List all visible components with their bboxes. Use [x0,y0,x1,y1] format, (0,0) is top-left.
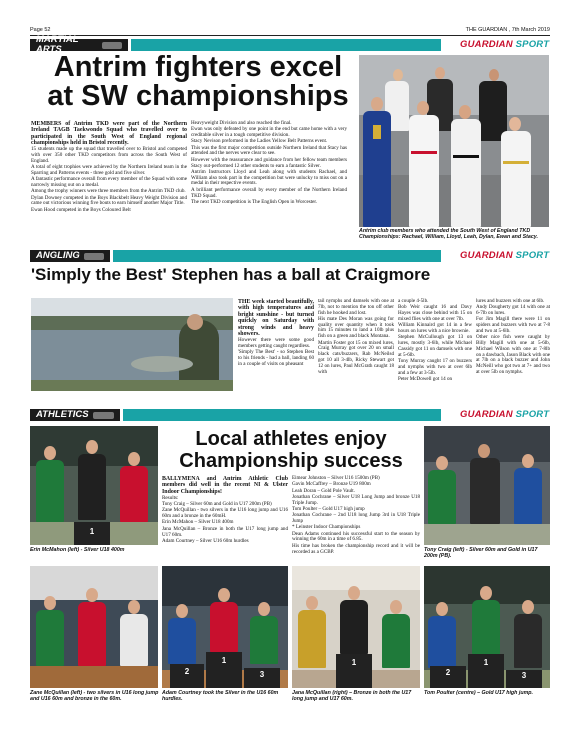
tkd-caption: Antrim club members who attended the South West of England TKD Championships: Rachael, William, Lloyd, Leah, Dylan, Ewan and Stacy. [359,228,539,240]
paragraph: Heavyweight Division and also reached the final. [191,120,292,126]
runner-icon [93,412,114,419]
section-bar [123,409,441,421]
paragraph: Stephen McCullough got 13 on lures, mostly 3-6lb, while Michael Cassidy got 11 on damsels with one at 5-6lb. [398,334,472,358]
angling-col-2 [318,299,394,376]
paragraph: Martin Foster got 15 on mixed lures, Craig Murray got over 20 on small black cats/buzzers, Rab McNeilsd got 10 all 3-4lb, Ricky Stewart got 12 on lures, Paul McGrath caught 18 with [318,339,394,375]
masthead-rule [30,35,550,36]
martial-headline [33,53,363,111]
headline-line-2: Championship success [179,450,403,472]
paragraph: Eimear Johnston – Silver U16 1500m (PB) [292,475,380,481]
podium-first: 1 [206,652,242,688]
angling-photo [31,298,233,391]
section-label: ANGLING [36,250,80,261]
paragraph: * Leinster Indoor Championships [292,524,361,531]
lead-paragraph: BALLYMENA and Antrim Athletic Club members did well in the recent NI & Ulster Indoor Championships! [162,476,288,495]
zane-caption: Zane McQuillan (left) - two silvers in U16 long jump and U16 60m and bronze in the 60m. [30,690,159,702]
paragraph: Peter McDowell got 14 on [398,375,453,382]
podium-second: 2 [170,664,204,688]
tom-caption: Tom Poulter (centre) – Gold U17 high jump. [424,690,533,696]
tony-photo [424,426,550,545]
paragraph: For Jim Magill there were 11 on spiders and buzzers with two at 7-8 and two at 5-6lb. [476,316,550,334]
paragraph: Dylan Downey competed in the Boys Blackbelt Heavy Weight Division and came out victorious winning five bouts to earn himself another Major Title. [31,194,187,207]
podium-first: 1 [468,654,504,688]
paragraph: Results: [162,494,179,501]
logo-sport: SPORT [515,250,550,261]
section-bar [131,39,441,51]
paragraph: Antrim Instructors Lloyd and Leah along with students Rachael, and William also took part in the competition but were unlucky to miss out on a medal in their respective events. [191,168,347,187]
tony-caption: Tony Craig (left) - Silver 60m and Gold in U17 200m (PB). [424,547,538,559]
paragraph: Leah Doran – Gold Pole Vault. [292,487,355,494]
athletics-headline [162,428,420,472]
guardian-sport-logo [460,250,549,261]
paragraph: Adam Courtney – Silver U16 60m hurdles [162,537,249,544]
paragraph: A total of eight trophies were achieved by the Northern Ireland team in the Sparring and Patterns events - three gold and five silver. [31,164,187,176]
fish-icon [84,253,104,260]
paper-date: THE GUARDIAN , 7th March 2019 [465,27,550,33]
angling-col-4 [476,299,550,376]
angling-headline: 'Simply the Best' Stephen has a ball at Craigmore [31,265,431,284]
headline-line-1: Antrim fighters excel [53,51,343,83]
jana-caption: Jana McQuillan (right) – Bronze in both the U17 long jump and U17 60m. [292,690,412,702]
podium-second: 2 [430,666,466,688]
paragraph: William Kinnaird got 14 in a few hours on lures with a nice brownie. [398,322,472,334]
paragraph: Dean Adams continued his successful start to the season by winning the 60m in a time of 6.85. [292,530,420,543]
podium-first: 1 [74,522,110,545]
paragraph: Gavin McCaffrey – Bronze U19 800m [292,481,371,488]
paragraph: 'Simply The Best' - so Stephen Best to his friends - had a ball, landing 60 in a couple of visits on pheasant [238,349,314,367]
section-bar [113,250,441,262]
paragraph: The next TKD competition is The English Open in Worcester. [191,198,318,205]
paragraph: A brilliant performance overall by every member of the Northern Ireland TKD Squad. [191,186,347,199]
paragraph: Tony Craig – Silver 60m and Gold in U17 200m (PB) [162,501,272,508]
paragraph: Bob Weir caught 16 and Davy Hayes was close behind with 15 on mixed flies with one at over 7lb. [398,304,472,322]
paragraph: Tony Murray caught 17 on buzzers and nymphs with two at over 6lb and a few at 3-5lb. [398,357,472,376]
section-tab-martial-arts [30,34,128,55]
paragraph: His mate Des Moran was going for quality over quantity when it took him 15 minutes to land a 10lb plus fish on a green and black Montana. [318,315,394,340]
logo-sport: SPORT [515,409,550,420]
headline-line-2: at SW championships [47,80,349,112]
paragraph: Jana McQuillan – Bronze in both the U17 long jump and U17 60m. [162,525,288,538]
lead-paragraph: THE week started beautifully, with high temperatures and bright sunshine - but turned quickly on Saturday with strong winds and heavy showers. [238,299,314,338]
martial-col-2 [191,121,347,206]
paragraph: 15 students made up the squad that travelled over to Bristol and competed with over 350 other TKD competitors from across the South West of England. [31,146,187,164]
lead-paragraph: MEMBERS of Antrim TKD were part of the Northern Ireland TAGB Taekwondo Squad who travelled over to participated in the South West of England regional championships held in Bristol recently. [31,121,187,147]
paragraph: a couple 4-5lb. [398,298,429,304]
martial-arts-icon [102,42,122,49]
podium-first: 1 [336,654,372,688]
logo-guardian: GUARDIAN [460,250,513,261]
section-label: ATHLETICS [36,409,89,420]
zane-photo [30,566,158,688]
adam-caption: Adam Courtney took the Silver in the U16 60m hurdles. [162,690,279,702]
section-tab-athletics [30,409,120,421]
erin-caption: Erin McMahon (left) - Silver U18 400m [30,547,125,553]
athletics-col-1 [162,476,288,545]
logo-sport: SPORT [515,39,550,50]
paragraph: Stacy Nevison preformed in the Ladies Yellow Belt Patterns event. [191,138,328,145]
paragraph: Erin McMahon – Silver U18 400m [162,519,234,526]
paragraph: lures and buzzers with one at 6lb. [476,298,545,304]
paragraph: This was the first major competition outside Northern Ireland that Stacy has attended and the nerves were clear to see. [191,144,347,157]
paragraph: Andy Dougherty got 14 with one at 6-7lb on lures. [476,304,550,317]
paragraph: Other nice fish were caught by Billy Magill with one at 5-6lb, Michael Wilson with one at 7-8lb on a dawbach, Jason Black with one at 7lb on a black buzzer and John McNeill who got two at 7+ and two at over 5lb on nymphs. [476,334,550,376]
guardian-sport-logo [460,409,549,420]
paragraph: Jonathan Cochrane – Silver U18 Long Jump and bronze U18 Triple Jump. [292,493,420,506]
paragraph: Zane McQuillan - two silvers in the U16 long jump and U16 60m and a bronze in the 60mH. [162,507,288,520]
paragraph: Among the trophy winners were three members from the Antrim TKD club. [31,188,186,195]
podium-third: 3 [244,668,280,688]
paragraph: A fantastic performance overall from every member of the Squad with some narrowly missing out on a medal. [31,176,187,188]
logo-guardian: GUARDIAN [460,39,513,50]
adam-photo [162,566,288,688]
jana-photo [292,566,420,688]
paragraph: Ewan was only defeated by one point in the end but came home with a very creditable silver in a tough competitive division. [191,126,347,139]
paragraph: Jonathan Cochrane – 2nd U18 long Jump 3rd in U18 Triple Jump [292,512,420,525]
paragraph: Ewan Hood competed in the Boys Coloured Belt [31,206,131,213]
paragraph: Tom Poulter – Gold U17 high jump [292,505,365,512]
tom-photo [424,566,550,688]
paragraph: His time has broken the championship record and it will be recorded as a GCBP. [292,542,420,555]
section-label: MARTIAL ARTS [36,34,79,55]
guardian-sport-logo [460,39,549,50]
logo-guardian: GUARDIAN [460,409,513,420]
headline-line-1: Local athletes enjoy [195,428,387,450]
section-tab-angling [30,250,110,262]
tkd-team-photo [359,55,549,227]
angling-col-1 [238,299,314,368]
athletics-col-2 [292,476,420,556]
paragraph: However there were some good members getting caught regardless. [238,336,314,349]
paragraph: tail nymphs and damsels with one at 7lb, not to mention the ton off other fish he hooked and lost. [318,298,394,316]
martial-col-1 [31,121,187,214]
angling-col-3 [398,299,472,383]
podium-third: 3 [506,670,542,688]
paragraph: However with the reassurance and guidance from her fellow team members Stacy out-performed 12 other students to earn a fantastic Silver. [191,156,347,169]
erin-photo [30,426,158,545]
page-number: Page 52 [30,27,51,33]
